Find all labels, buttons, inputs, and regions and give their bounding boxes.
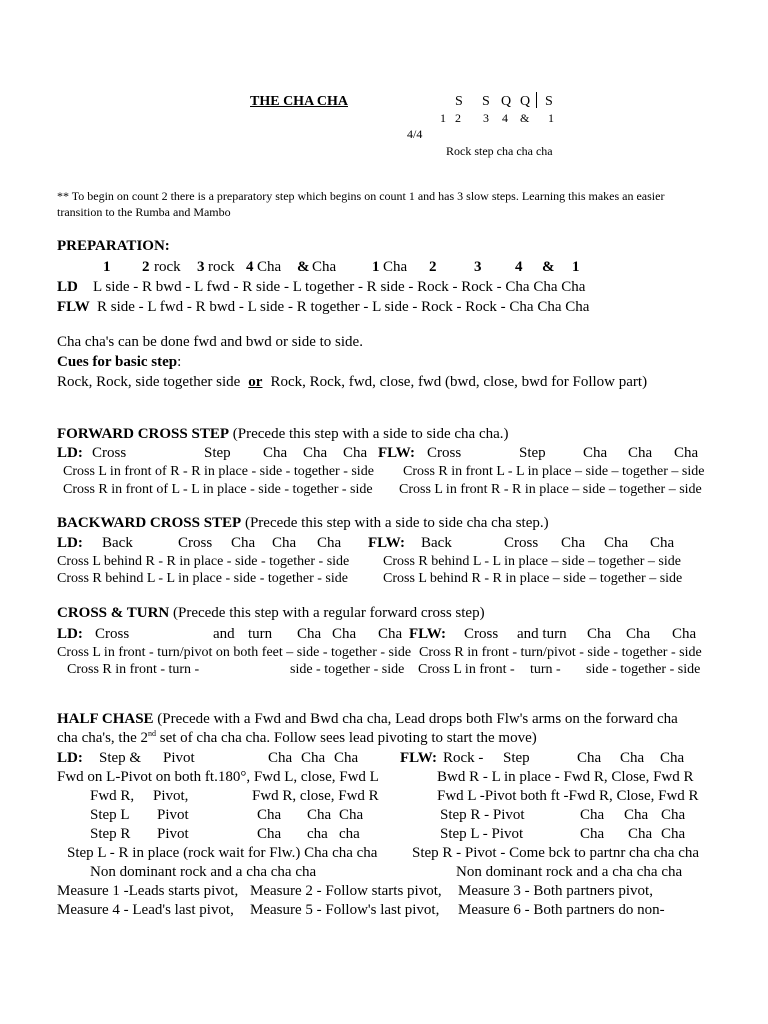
prep-count: 4 <box>515 259 523 275</box>
page-title: THE CHA CHA <box>250 94 349 109</box>
prep-count: & <box>542 259 555 275</box>
preparation-heading: PREPARATION: <box>57 238 170 254</box>
ld-step-text: Cross R in front - turn - <box>67 662 200 677</box>
prep-count-word: Cha <box>383 259 408 275</box>
note-text: cha cha's, the 2 <box>57 730 148 746</box>
ld-step-text: Step L <box>90 807 130 823</box>
count-label: Cha <box>660 750 685 766</box>
flw-step-text: Cross R in front L - L in place – side – together – side <box>403 464 705 479</box>
ld-label: LD: <box>57 750 83 766</box>
flw-step-text: Bwd R - L in place - Fwd R, Close, Fwd R <box>437 769 694 785</box>
ld-step-text: Cha <box>257 807 282 823</box>
prep-count: 2 <box>429 259 437 275</box>
prep-count-word: Cha <box>257 259 282 275</box>
flw-label: FLW: <box>400 750 437 766</box>
count-number: 2 <box>455 111 461 125</box>
count-label: Cha <box>674 445 699 461</box>
count-label: Cross <box>504 535 539 551</box>
ld-step-text: Step R <box>90 826 131 842</box>
flw-step-text: Cross L in front R - R in place – side – together – side <box>399 482 702 497</box>
section-note: (Precede this step with a side to side cha cha.) <box>229 426 509 442</box>
count-label: Cha <box>231 535 256 551</box>
count-slow-2: S <box>482 94 490 109</box>
prep-count: 3 <box>474 259 482 275</box>
ld-step-text: side - together - side <box>290 662 405 677</box>
basic-note: Cha cha's can be done fwd and bwd or side to side. <box>57 334 363 350</box>
note-text: set of cha cha cha. Follow sees lead pivoting to start the move) <box>156 730 537 746</box>
count-label: Pivot <box>163 750 195 766</box>
flw-step-text: Fwd L -Pivot both ft -Fwd R, Close, Fwd R <box>437 788 699 804</box>
section-heading: CROSS & TURN <box>57 605 170 621</box>
flw-label: FLW: <box>368 535 405 551</box>
count-label: Rock - <box>443 750 484 766</box>
flw-step-text: side - together - side <box>586 662 701 677</box>
count-label: Cha <box>272 535 297 551</box>
prep-count: & <box>297 259 310 275</box>
ld-label: LD: <box>57 445 83 461</box>
count-label: Cha <box>317 535 342 551</box>
count-label: Cross <box>95 626 130 642</box>
prep-count: 1 <box>103 259 111 275</box>
ld-step-text: Cha <box>307 807 332 823</box>
prep-count-word: rock <box>208 259 235 275</box>
measure-note: Measure 3 - Both partners pivot, <box>458 883 653 899</box>
ld-step-text: Cha <box>257 826 282 842</box>
measure-note: Measure 1 -Leads starts pivot, <box>57 883 239 899</box>
flw-step-text: Cha <box>661 826 686 842</box>
ld-step-text: Cross L in front - turn/pivot on both feet – side - together - side <box>57 645 412 660</box>
count-label: turn <box>248 626 273 642</box>
flw-step-text: Step L - Pivot <box>440 826 524 842</box>
prep-count: 3 <box>197 259 205 275</box>
ld-step-text: Fwd R, close, Fwd R <box>252 788 379 804</box>
flw-step-text: Cha <box>580 807 605 823</box>
count-label: Cha <box>263 445 288 461</box>
count-label: Cha <box>587 626 612 642</box>
count-label: and <box>213 626 235 642</box>
count-number: 1 <box>548 111 554 125</box>
count-label: Cha <box>583 445 608 461</box>
cues-colon: : <box>177 354 182 370</box>
count-slow-1: S <box>455 94 463 109</box>
count-label: Cha <box>301 750 326 766</box>
count-label: Cha <box>628 445 653 461</box>
section-heading: HALF CHASE <box>57 711 154 727</box>
section-note: (Precede this step with a regular forward cross step) <box>169 605 485 621</box>
section-note: (Precede this step with a side to side cha cha step.) <box>241 515 549 531</box>
count-label: Cha <box>577 750 602 766</box>
ld-step-text: Step L - R in place (rock wait for Flw.) Cha cha cha <box>67 845 378 861</box>
ld-step-text: cha <box>339 826 360 842</box>
flw-step-text: Step R - Pivot - Come bck to partnr cha cha cha <box>412 845 700 861</box>
flw-step-text: Cross R behind L - L in place – side – together – side <box>383 554 681 569</box>
ld-step-text: Pivot <box>157 807 189 823</box>
flw-step-text: Non dominant rock and a cha cha cha <box>456 864 683 880</box>
measure-note: Measure 4 - Lead's last pivot, <box>57 902 234 918</box>
ld-step-text: Non dominant rock and a cha cha cha <box>90 864 317 880</box>
count-label: Cha <box>297 626 322 642</box>
measure-note: Measure 2 - Follow starts pivot, <box>250 883 442 899</box>
count-number: & <box>520 111 530 125</box>
ld-step-text: Cha <box>339 807 364 823</box>
count-number: 3 <box>483 111 489 125</box>
flw-step-text: Cha <box>624 807 649 823</box>
count-number: 4 <box>502 111 508 125</box>
count-label: Cha <box>268 750 293 766</box>
count-label: Cross <box>178 535 213 551</box>
ld-step-text: Fwd R, <box>90 788 135 804</box>
flw-label: FLW: <box>378 445 415 461</box>
intro-note-line: ** To begin on count 2 there is a preparatory step which begins on count 1 and has 3 slow steps. Learning this makes an easier <box>57 189 665 203</box>
count-label: Cha <box>303 445 328 461</box>
count-quick-1: Q <box>501 94 512 109</box>
cues-line <box>57 375 647 390</box>
count-label: Cha <box>604 535 629 551</box>
ld-label: LD: <box>57 626 83 642</box>
flw-step-text: Cha <box>580 826 605 842</box>
flw-step-text: Cross R in front - turn/pivot - side - together - side <box>419 645 702 660</box>
ld-step-text: cha <box>307 826 328 842</box>
count-slow-3: S <box>545 94 553 109</box>
section-heading: BACKWARD CROSS STEP <box>57 515 242 531</box>
count-label: Cha <box>626 626 651 642</box>
flw-label: FLW <box>57 299 90 315</box>
prep-count-word: rock <box>154 259 181 275</box>
count-label: Back <box>102 535 133 551</box>
time-signature: 4/4 <box>407 127 423 141</box>
cue-or: or <box>248 374 263 390</box>
measure-note: Measure 6 - Both partners do non- <box>458 902 665 918</box>
ld-label: LD <box>57 279 78 295</box>
cues-label: Cues for basic step <box>57 354 178 370</box>
prep-count-word: Cha <box>312 259 337 275</box>
count-label: Cha <box>561 535 586 551</box>
count-label: Back <box>421 535 452 551</box>
count-label: Step <box>204 445 231 461</box>
count-label: Cha <box>332 626 357 642</box>
count-label: Cha <box>650 535 675 551</box>
count-label: Step <box>519 445 546 461</box>
prep-count: 4 <box>246 259 254 275</box>
prep-count: 2 <box>142 259 150 275</box>
count-label: Cha <box>343 445 368 461</box>
count-label: Cross <box>92 445 127 461</box>
cues-label-line <box>57 355 181 370</box>
section-note: (Precede with a Fwd and Bwd cha cha, Lead drops both Flw's arms on the forward cha <box>153 711 678 727</box>
count-label: Cha <box>334 750 359 766</box>
bar-line <box>536 92 537 108</box>
cue-fwd: Rock, Rock, fwd, close, fwd (bwd, close, bwd for Follow part) <box>270 374 648 390</box>
ld-step-text: Cross L in front of R - R in place - side - together - side <box>63 464 374 479</box>
ld-step-text: Cross R behind L - L in place - side - together - side <box>57 571 348 586</box>
count-label: Cross <box>464 626 499 642</box>
flw-step-text: Cha <box>661 807 686 823</box>
ld-step-text: Fwd on L-Pivot on both ft.180°, Fwd L, close, Fwd L <box>57 769 379 785</box>
cross-turn-heading-line <box>57 606 485 621</box>
cue-side: Rock, Rock, side together side <box>57 374 241 390</box>
flw-label: FLW: <box>409 626 446 642</box>
flw-step-text: Cha <box>628 826 653 842</box>
count-label: Step <box>503 750 530 766</box>
half-chase-note-line2 <box>57 731 537 746</box>
flw-step-text: Cross L behind R - R in place – side – together – side <box>383 571 683 586</box>
ld-step-text: Pivot, <box>153 788 189 804</box>
count-label: and turn <box>517 626 567 642</box>
count-label: Cha <box>672 626 697 642</box>
rhythm-label: Rock step cha cha cha <box>446 144 553 158</box>
prep-ld-steps: L side - R bwd - L fwd - R side - L together - R side - Rock - Rock - Cha Cha Cha <box>93 279 586 295</box>
half-chase-heading-line <box>57 712 678 727</box>
count-label: Cross <box>427 445 462 461</box>
prep-flw-steps: R side - L fwd - R bwd - L side - R together - L side - Rock - Rock - Cha Cha Cha <box>97 299 590 315</box>
flw-step-text: Step R - Pivot <box>440 807 525 823</box>
ld-step-text: Cross R in front of L - L in place - side - together - side <box>63 482 373 497</box>
section-heading: FORWARD CROSS STEP <box>57 426 230 442</box>
flw-step-text: Cross L in front - <box>418 662 515 677</box>
prep-count: 1 <box>572 259 580 275</box>
ordinal-suffix: nd <box>148 729 156 738</box>
backward-cross-heading-line <box>57 516 549 531</box>
ld-step-text: Cross L behind R - R in place - side - together - side <box>57 554 350 569</box>
intro-note-line: transition to the Rumba and Mambo <box>57 205 231 219</box>
count-quick-2: Q <box>520 94 531 109</box>
measure-note: Measure 5 - Follow's last pivot, <box>250 902 440 918</box>
count-label: Cha <box>620 750 645 766</box>
ld-step-text: Pivot <box>157 826 189 842</box>
count-label: Cha <box>378 626 403 642</box>
ld-label: LD: <box>57 535 83 551</box>
count-label: Step & <box>99 750 142 766</box>
count-number: 1 <box>440 111 446 125</box>
flw-step-text: turn - <box>530 662 561 677</box>
prep-count: 1 <box>372 259 380 275</box>
forward-cross-heading-line <box>57 427 509 442</box>
